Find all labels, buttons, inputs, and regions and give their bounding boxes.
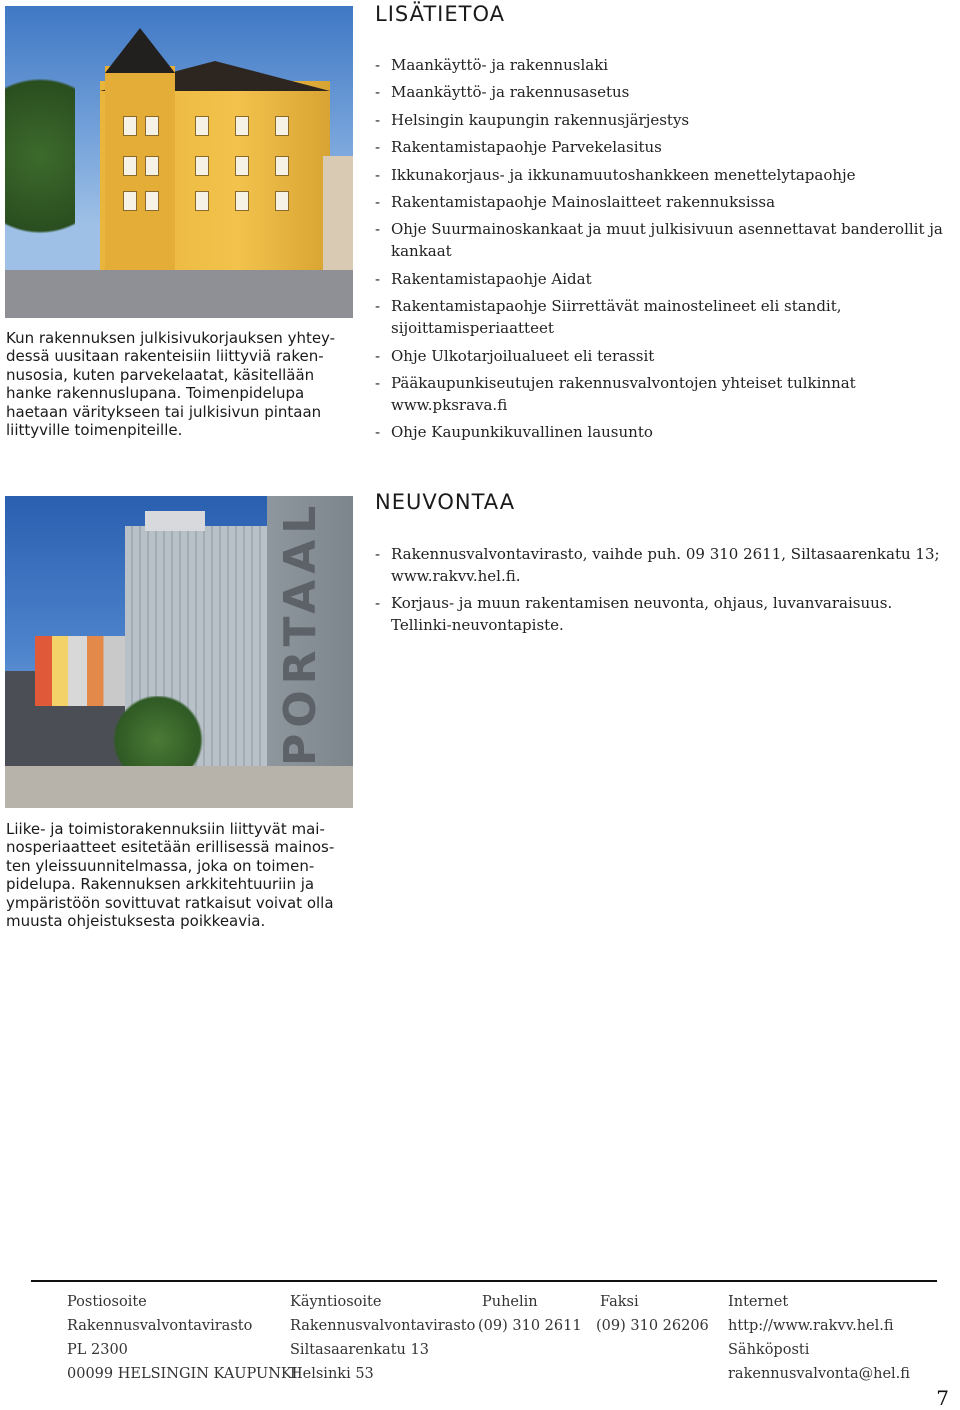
list-item: - Maankäyttö- ja rakennusasetus bbox=[375, 81, 957, 103]
caption-line: haetaan väritykseen tai julkisivun pintaan bbox=[6, 402, 322, 421]
footer-value: Rakennusvalvontavirasto bbox=[67, 1318, 253, 1334]
window bbox=[195, 116, 209, 136]
window bbox=[123, 156, 137, 176]
tower-roof bbox=[105, 28, 175, 73]
street bbox=[5, 270, 353, 318]
website-link[interactable]: http://www.rakvv.hel.fi bbox=[728, 1318, 894, 1334]
window bbox=[123, 116, 137, 136]
list-item: - Rakentamistapaohje Parvekelasitus bbox=[375, 136, 957, 158]
page-number: 7 bbox=[936, 1386, 949, 1410]
footer-puhelin bbox=[478, 1290, 582, 1338]
footer-label: Postiosoite bbox=[67, 1294, 147, 1310]
list-item: - Maankäyttö- ja rakennuslaki bbox=[375, 54, 957, 76]
lisatietoa-heading: LISÄTIETOA bbox=[375, 2, 505, 26]
list-item: - Korjaus- ja muun rakentamisen neuvonta, ohjaus, luvanvaraisuus. Tellinki-neuvontapiste. bbox=[375, 592, 957, 636]
footer-postiosoite bbox=[67, 1290, 297, 1386]
caption-line: muusta ohjeistuksesta poikkeavia. bbox=[6, 912, 266, 931]
window bbox=[123, 191, 137, 211]
caption-line: dessä uusitaan rakenteisiin liittyviä raken- bbox=[6, 347, 324, 366]
building-photo-office bbox=[5, 496, 353, 808]
list-item: - Rakentamistapaohje Mainoslaitteet rakennuksissa bbox=[375, 191, 957, 213]
window bbox=[235, 191, 249, 211]
footer-value: Rakennusvalvontavirasto bbox=[290, 1318, 476, 1334]
lisatietoa-list bbox=[375, 54, 957, 449]
list-item: - Rakennusvalvontavirasto, vaihde puh. 09 310 2611, Siltasaarenkatu 13; www.rakvv.hel.fi. bbox=[375, 543, 957, 587]
window bbox=[145, 191, 159, 211]
neuvontaa-heading: NEUVONTAA bbox=[375, 490, 516, 514]
caption-line: liittyville toimenpiteille. bbox=[6, 421, 183, 440]
footer-kayntiosoite bbox=[290, 1290, 475, 1386]
neighbour-building bbox=[323, 156, 353, 276]
pavement bbox=[5, 766, 353, 808]
footer-value: Helsinki 53 bbox=[290, 1366, 374, 1382]
footer-label: Puhelin bbox=[482, 1294, 538, 1310]
window bbox=[275, 116, 289, 136]
caption-line: nusosia, kuten parvekelaatat, käsitellään bbox=[6, 365, 315, 384]
footer-faksi bbox=[596, 1290, 709, 1338]
caption-line: Kun rakennuksen julkisivukorjauksen yhtey- bbox=[6, 329, 336, 347]
portaal-sign: PORTAAL bbox=[275, 499, 326, 766]
tree bbox=[5, 76, 75, 276]
photo-caption-2 bbox=[6, 820, 356, 930]
building-photo-yellow bbox=[5, 6, 353, 318]
photo-caption-1 bbox=[6, 329, 356, 439]
rooftop-unit bbox=[145, 511, 205, 531]
caption-line: hanke rakennuslupana. Toimenpidelupa bbox=[6, 384, 305, 403]
footer-label: Faksi bbox=[600, 1294, 639, 1310]
footer-value: 00099 HELSINGIN KAUPUNKI bbox=[67, 1366, 298, 1382]
list-item: - Ohje Ulkotarjoilualueet eli terassit bbox=[375, 345, 957, 367]
window bbox=[145, 156, 159, 176]
window bbox=[195, 191, 209, 211]
tree bbox=[103, 696, 213, 776]
caption-line: nosperiaatteet esitetään erillisessä mainos- bbox=[6, 838, 335, 857]
window bbox=[275, 156, 289, 176]
caption-line: ten yleissuunnitelmassa, joka on toimen- bbox=[6, 856, 315, 875]
footer-internet bbox=[728, 1290, 910, 1386]
caption-line: ympäristöön sovittuvat ratkaisut voivat olla bbox=[6, 893, 334, 912]
list-item: - Pääkaupunkiseutujen rakennusvalvontojen yhteiset tulkinnat www.pksrava.fi bbox=[375, 372, 957, 416]
email-link[interactable]: rakennusvalvonta@hel.fi bbox=[728, 1366, 910, 1382]
list-item: - Ikkunakorjaus- ja ikkunamuutoshankkeen menettelytapaohje bbox=[375, 164, 957, 186]
window bbox=[145, 116, 159, 136]
list-item: - Ohje Kaupunkikuvallinen lausunto bbox=[375, 421, 957, 443]
footer-rule bbox=[31, 1280, 937, 1282]
list-item: - Rakentamistapaohje Siirrettävät mainostelineet eli standit, sijoittamisperiaatteet bbox=[375, 295, 957, 339]
window bbox=[195, 156, 209, 176]
neuvontaa-list bbox=[375, 543, 957, 642]
caption-line: pidelupa. Rakennuksen arkkitehtuuriin ja bbox=[6, 875, 315, 894]
window bbox=[275, 191, 289, 211]
footer-value: Siltasaarenkatu 13 bbox=[290, 1342, 429, 1358]
window bbox=[235, 116, 249, 136]
list-item: - Rakentamistapaohje Aidat bbox=[375, 268, 957, 290]
footer-label: Internet bbox=[728, 1294, 789, 1310]
list-item: - Ohje Suurmainoskankaat ja muut julkisivuun asennettavat banderollit ja kankaat bbox=[375, 218, 957, 262]
fax-number: (09) 310 26206 bbox=[596, 1318, 709, 1334]
corner-tower bbox=[105, 66, 175, 271]
window bbox=[235, 156, 249, 176]
caption-line: Liike- ja toimistorakennuksiin liittyvät mai- bbox=[6, 820, 325, 838]
phone-number[interactable]: (09) 310 2611 bbox=[478, 1318, 582, 1334]
footer-label: Sähköposti bbox=[728, 1342, 810, 1358]
list-item: - Helsingin kaupungin rakennusjärjestys bbox=[375, 109, 957, 131]
footer-value: PL 2300 bbox=[67, 1342, 128, 1358]
footer-label: Käyntiosoite bbox=[290, 1294, 382, 1310]
